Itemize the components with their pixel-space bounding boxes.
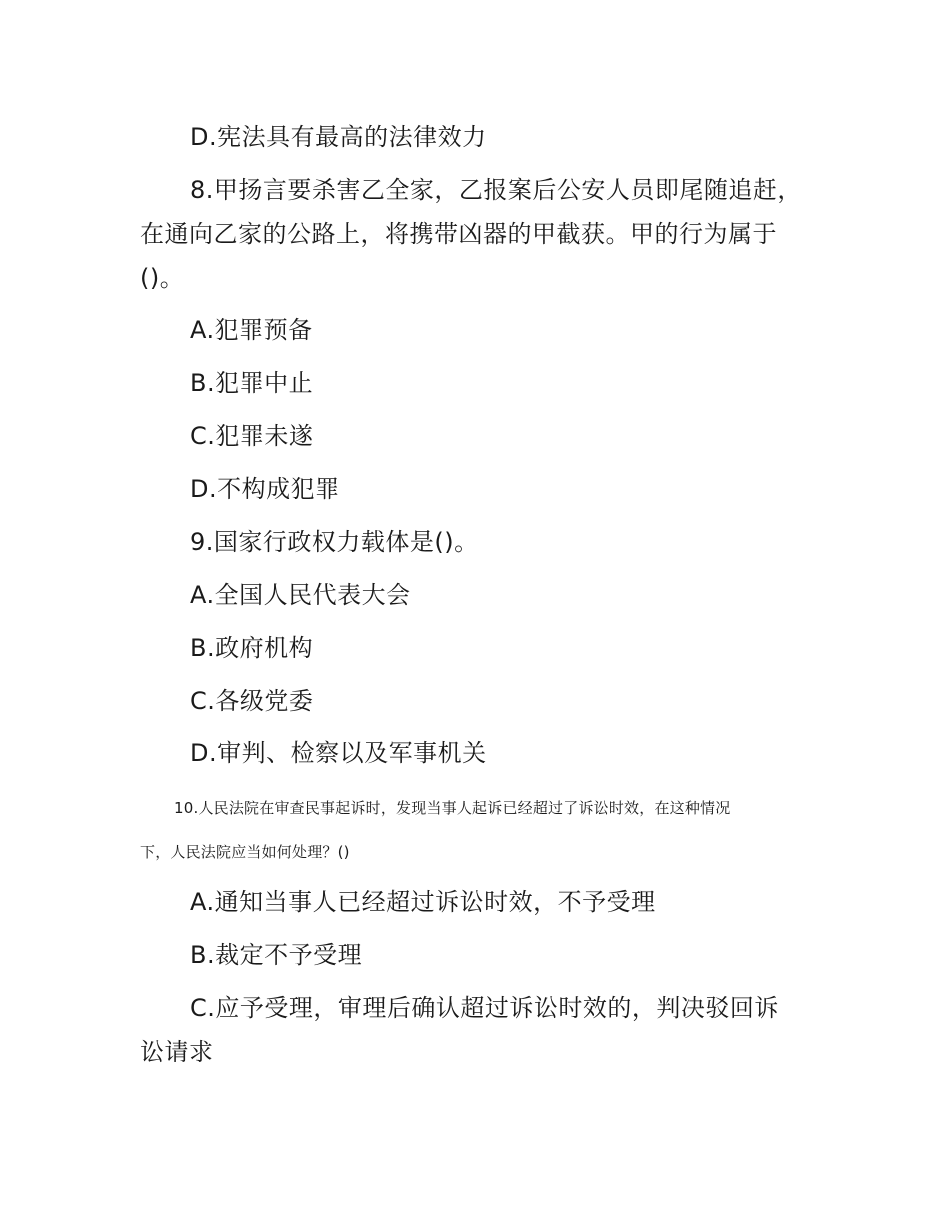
q8-option-d: D.不构成犯罪 — [190, 475, 340, 503]
q9-stem: 9.国家行政权力载体是()。 — [190, 528, 479, 556]
q10-option-c-line-1: C.应予受理，审理后确认超过诉讼时效的，判决驳回诉 — [190, 994, 779, 1022]
q9-option-b: B.政府机构 — [190, 634, 314, 662]
q8-option-b: B.犯罪中止 — [190, 369, 314, 397]
q10-option-a: A.通知当事人已经超过诉讼时效，不予受理 — [190, 888, 656, 916]
q10-option-b: B.裁定不予受理 — [190, 941, 363, 969]
q7-option-d: D.宪法具有最高的法律效力 — [190, 123, 487, 151]
q9-option-a: A.全国人民代表大会 — [190, 581, 411, 609]
q8-option-a: A.犯罪预备 — [190, 316, 313, 344]
q9-option-c: C.各级党委 — [190, 687, 314, 715]
q8-stem-line-2: 在通向乙家的公路上，将携带凶器的甲截获。甲的行为属于 — [140, 220, 777, 248]
q8-option-c: C.犯罪未遂 — [190, 422, 314, 450]
q8-stem-line-3: ()。 — [140, 264, 185, 292]
q10-stem-line-1: 10.人民法院在审查民事起诉时，发现当事人起诉已经超过了诉讼时效，在这种情况 — [174, 799, 731, 817]
q8-stem-line-1: 8.甲扬言要杀害乙全家，乙报案后公安人员即尾随追赶， — [190, 176, 802, 204]
q10-option-c-line-2: 讼请求 — [140, 1038, 214, 1066]
q10-stem-line-2: 下，人民法院应当如何处理？() — [140, 843, 350, 861]
q9-option-d: D.审判、检察以及军事机关 — [190, 739, 487, 767]
